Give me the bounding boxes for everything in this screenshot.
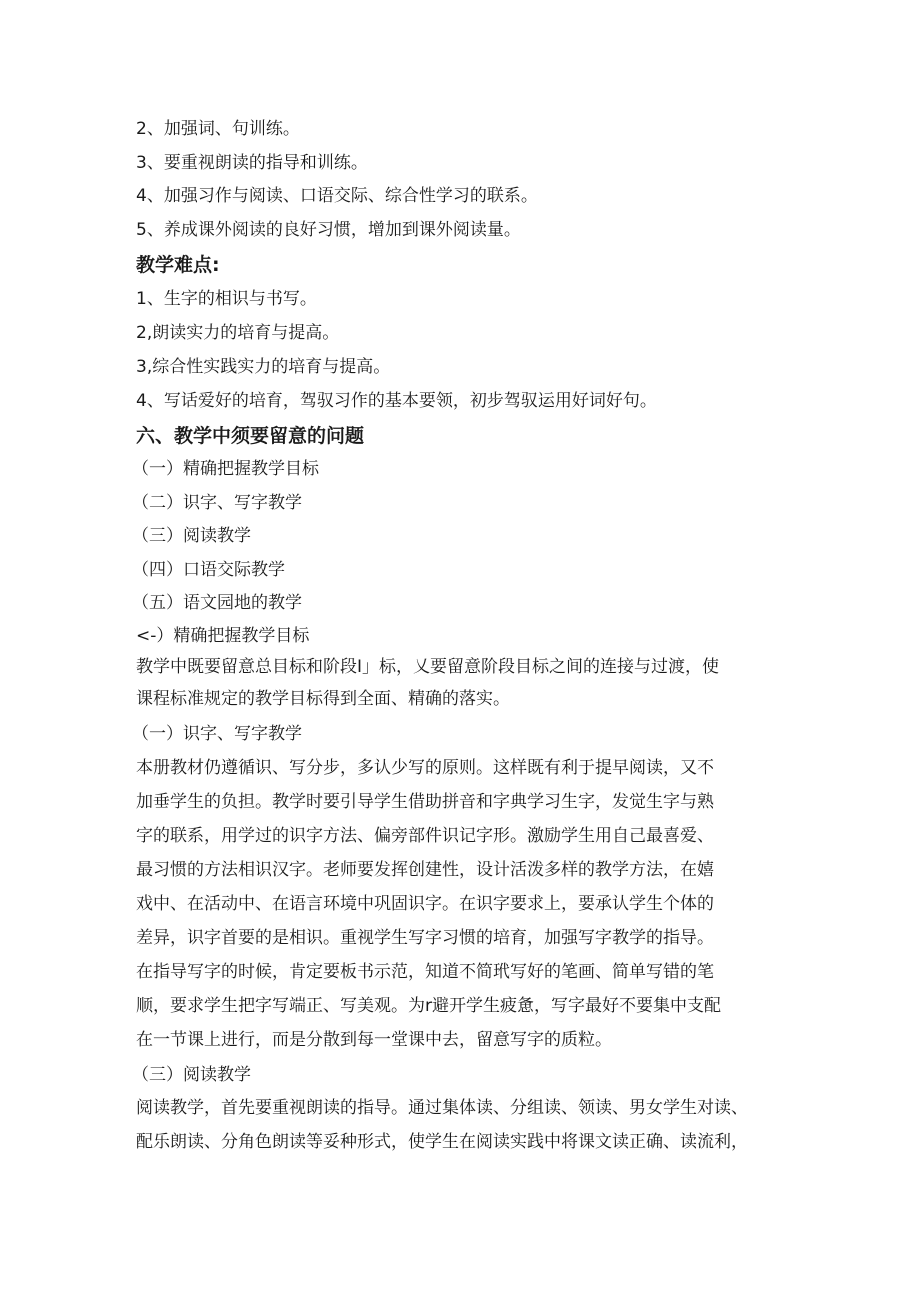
- section6-item: （二）识字、写字教学: [132, 493, 302, 513]
- section6-item: （一）精确把握教学目标: [132, 459, 319, 479]
- difficulty-item: 4、写话爱好的培育，驾驭习作的基本要领，初步驾驭运用好词好句。: [136, 391, 657, 411]
- paragraph-line: 戏中、在活动中、在语言环境中巩固识字。在识字要求上，要承认学生个体的: [136, 894, 714, 914]
- difficulty-item: 1、生字的相识与书写。: [136, 289, 317, 309]
- paragraph-line: 本册教材仍遵循识、写分步，多认少写的原则。这样既有利于提早阅读，又不: [136, 758, 714, 778]
- part3-heading: （三）阅读教学: [132, 1065, 251, 1085]
- paragraph-line: 教学中既要留意总目标和阶段I」标，乂要留意阶段目标之间的连接与过渡，使: [136, 657, 720, 677]
- part2-heading: （一）识字、写字教学: [132, 724, 302, 744]
- list-item-extracurricular-reading: 5、养成课外阅读的良好习惯，增加到课外阅读量。: [136, 220, 521, 240]
- paragraph-line: 差异，识字首要的是相识。重视学生写字习惯的培育，加强写字教学的指导。: [136, 928, 714, 948]
- part1-heading: <-）精确把握教学目标: [136, 626, 310, 646]
- difficulty-heading: 教学难点:: [136, 254, 220, 276]
- section6-item: （三）阅读教学: [132, 526, 251, 546]
- paragraph-line: 最习惯的方法相识汉字。老师要发挥创建性，设计活泼多样的教学方法，在嬉: [136, 860, 714, 880]
- paragraph-line: 字的联系，用学过的识字方法、偏旁部件识记字形。激励学生用自己最喜爱、: [136, 826, 714, 846]
- paragraph-line: 在一节课上进行，而是分散到每一堂课中去，留意写字的质粒。: [136, 1030, 612, 1050]
- paragraph-line: 课程标准规定的教学目标得到全面、精确的落实。: [136, 689, 510, 709]
- list-item-reading-aloud: 3、要重视朗读的指导和训练。: [136, 153, 368, 173]
- section6-item: （五）语文园地的教学: [132, 593, 302, 613]
- paragraph-line: 加垂学生的负担。教学时要引导学生借助拼音和字典学习生字，发觉生字与熟: [136, 792, 714, 812]
- paragraph-line: 顺，要求学生把字写端正、写美观。为r避开学生疲惫，写字最好不要集中支配: [136, 996, 721, 1016]
- list-item-strengthen-words: 2、加强词、句训练。: [136, 119, 300, 139]
- section6-item: （四）口语交际教学: [132, 560, 285, 580]
- difficulty-item: 3,综合性实践实力的培育与提高。: [136, 357, 391, 377]
- list-item-writing-link: 4、加强习作与阅读、口语交际、综合性学习的联系。: [136, 186, 538, 206]
- paragraph-line: 在指导写字的时候，肯定要板书示范，知道不简玳写好的笔画、简单写错的笔: [136, 962, 714, 982]
- section6-heading: 六、教学中须要留意的问题: [136, 425, 365, 447]
- paragraph-line: 配乐朗读、分角色朗读等妥种形式，使学生在阅读实践中将课文读正确、读流利，: [136, 1132, 748, 1152]
- paragraph-line: 阅读教学，首先要重视朗读的指导。通过集体读、分组读、领读、男女学生对读、: [136, 1098, 748, 1118]
- difficulty-item: 2,朗读实力的培育与提高。: [136, 323, 340, 343]
